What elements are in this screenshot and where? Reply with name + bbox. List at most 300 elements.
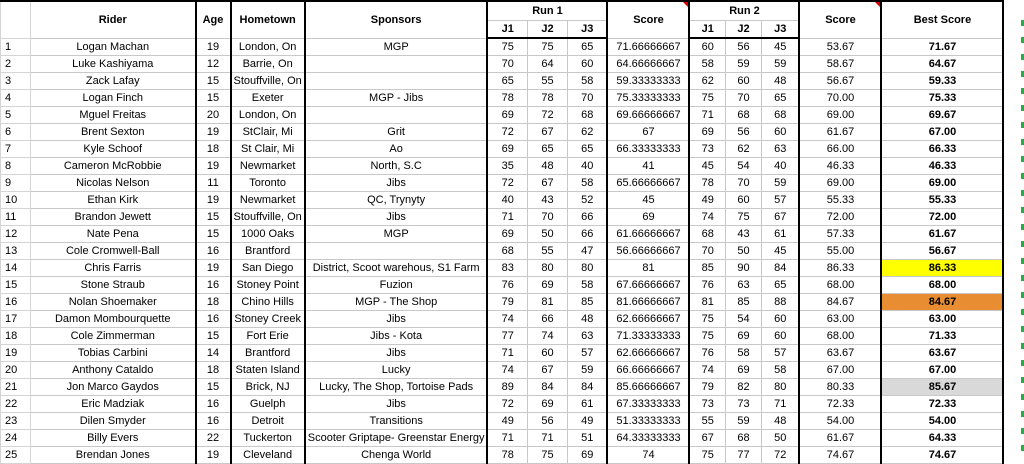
run2-j3-cell[interactable]: 63	[761, 141, 799, 158]
sponsors-cell[interactable]: District, Scoot warehous, S1 Farm	[305, 260, 488, 277]
run1-j3-cell[interactable]: 49	[567, 413, 607, 430]
best-score-cell[interactable]: 72.33	[881, 396, 1003, 413]
run1-j3-cell[interactable]: 85	[567, 294, 607, 311]
run1-score-cell[interactable]: 41	[607, 158, 689, 175]
hometown-cell[interactable]: StClair, Mi	[231, 124, 305, 141]
hometown-cell[interactable]: London, On	[231, 38, 305, 56]
age-cell[interactable]: 19	[196, 260, 231, 277]
run1-j1-cell[interactable]: 72	[487, 396, 527, 413]
run2-j3-cell[interactable]: 40	[761, 158, 799, 175]
run2-j2-cell[interactable]: 90	[725, 260, 761, 277]
hometown-cell[interactable]: 1000 Oaks	[231, 226, 305, 243]
run1-score-cell[interactable]: 45	[607, 192, 689, 209]
run1-j2-cell[interactable]: 43	[527, 192, 567, 209]
run2-j3-cell[interactable]: 65	[761, 277, 799, 294]
run1-j2-cell[interactable]: 75	[527, 38, 567, 56]
run2-score-cell[interactable]: 68.00	[799, 328, 881, 345]
run2-j1-cell[interactable]: 70	[689, 243, 725, 260]
run2-j1-cell[interactable]: 67	[689, 430, 725, 447]
header-sponsors[interactable]: Sponsors	[305, 1, 488, 38]
sponsors-cell[interactable]: Jibs	[305, 396, 488, 413]
rider-cell[interactable]: Kyle Schoof	[31, 141, 196, 158]
header-hometown[interactable]: Hometown	[231, 1, 305, 38]
run2-j2-cell[interactable]: 68	[725, 107, 761, 124]
run2-j1-cell[interactable]: 74	[689, 209, 725, 226]
run2-j1-cell[interactable]: 55	[689, 413, 725, 430]
run1-j3-cell[interactable]: 62	[567, 124, 607, 141]
run2-j1-cell[interactable]: 73	[689, 396, 725, 413]
run2-j1-cell[interactable]: 76	[689, 345, 725, 362]
rider-cell[interactable]: Brent Sexton	[31, 124, 196, 141]
run1-j1-cell[interactable]: 72	[487, 124, 527, 141]
run1-j2-cell[interactable]: 69	[527, 396, 567, 413]
sponsors-cell[interactable]: Jibs - Kota	[305, 328, 488, 345]
run2-j3-cell[interactable]: 80	[761, 379, 799, 396]
run1-j2-cell[interactable]: 69	[527, 277, 567, 294]
header-score-run2[interactable]: Score	[799, 1, 881, 38]
run1-score-cell[interactable]: 71.33333333	[607, 328, 689, 345]
run1-score-cell[interactable]: 64.33333333	[607, 430, 689, 447]
run1-j2-cell[interactable]: 55	[527, 243, 567, 260]
run2-score-cell[interactable]: 74.67	[799, 447, 881, 464]
run2-score-cell[interactable]: 63.00	[799, 311, 881, 328]
best-score-cell[interactable]: 59.33	[881, 73, 1003, 90]
run1-j3-cell[interactable]: 70	[567, 90, 607, 107]
sponsors-cell[interactable]	[305, 73, 488, 90]
age-cell[interactable]: 18	[196, 141, 231, 158]
row-number[interactable]: 18	[1, 328, 31, 345]
run1-j2-cell[interactable]: 78	[527, 90, 567, 107]
age-cell[interactable]: 14	[196, 345, 231, 362]
rider-cell[interactable]: Zack Lafay	[31, 73, 196, 90]
age-cell[interactable]: 16	[196, 413, 231, 430]
hometown-cell[interactable]: Barrie, On	[231, 56, 305, 73]
run2-j3-cell[interactable]: 48	[761, 73, 799, 90]
row-number[interactable]: 1	[1, 38, 31, 56]
run1-score-cell[interactable]: 74	[607, 447, 689, 464]
run2-j2-cell[interactable]: 59	[725, 413, 761, 430]
run1-j2-cell[interactable]: 64	[527, 56, 567, 73]
sponsors-cell[interactable]: Jibs	[305, 311, 488, 328]
best-score-cell[interactable]: 85.67	[881, 379, 1003, 396]
sponsors-cell[interactable]: Ao	[305, 141, 488, 158]
header-run1-j1[interactable]: J1	[487, 21, 527, 39]
run2-score-cell[interactable]: 72.00	[799, 209, 881, 226]
run1-score-cell[interactable]: 62.66666667	[607, 345, 689, 362]
hometown-cell[interactable]: Stoney Point	[231, 277, 305, 294]
row-number[interactable]: 15	[1, 277, 31, 294]
run1-score-cell[interactable]: 71.66666667	[607, 38, 689, 56]
run2-j3-cell[interactable]: 59	[761, 56, 799, 73]
run1-j1-cell[interactable]: 83	[487, 260, 527, 277]
sponsors-cell[interactable]: Chenga World	[305, 447, 488, 464]
rider-cell[interactable]: Cameron McRobbie	[31, 158, 196, 175]
run2-score-cell[interactable]: 69.00	[799, 175, 881, 192]
run2-j2-cell[interactable]: 70	[725, 175, 761, 192]
best-score-cell[interactable]: 67.00	[881, 362, 1003, 379]
age-cell[interactable]: 19	[196, 124, 231, 141]
run1-j2-cell[interactable]: 67	[527, 124, 567, 141]
run1-j2-cell[interactable]: 65	[527, 141, 567, 158]
run1-j1-cell[interactable]: 69	[487, 141, 527, 158]
run2-score-cell[interactable]: 61.67	[799, 430, 881, 447]
row-number[interactable]: 20	[1, 362, 31, 379]
sponsors-cell[interactable]: Fuzion	[305, 277, 488, 294]
run1-j2-cell[interactable]: 67	[527, 175, 567, 192]
row-number[interactable]: 7	[1, 141, 31, 158]
run1-j1-cell[interactable]: 79	[487, 294, 527, 311]
run2-j2-cell[interactable]: 59	[725, 56, 761, 73]
row-number[interactable]: 23	[1, 413, 31, 430]
run1-j3-cell[interactable]: 60	[567, 56, 607, 73]
age-cell[interactable]: 11	[196, 175, 231, 192]
run1-score-cell[interactable]: 66.33333333	[607, 141, 689, 158]
run1-j2-cell[interactable]: 55	[527, 73, 567, 90]
run1-score-cell[interactable]: 59.33333333	[607, 73, 689, 90]
hometown-cell[interactable]: Chino Hills	[231, 294, 305, 311]
age-cell[interactable]: 19	[196, 192, 231, 209]
row-number[interactable]: 6	[1, 124, 31, 141]
run1-j1-cell[interactable]: 74	[487, 311, 527, 328]
row-number[interactable]: 10	[1, 192, 31, 209]
run1-score-cell[interactable]: 66.66666667	[607, 362, 689, 379]
run1-j3-cell[interactable]: 66	[567, 226, 607, 243]
hometown-cell[interactable]: Stouffville, On	[231, 209, 305, 226]
run1-j1-cell[interactable]: 77	[487, 328, 527, 345]
run1-j1-cell[interactable]: 72	[487, 175, 527, 192]
rider-cell[interactable]: Cole Cromwell-Ball	[31, 243, 196, 260]
sponsors-cell[interactable]: QC, Trynyty	[305, 192, 488, 209]
rider-cell[interactable]: Billy Evers	[31, 430, 196, 447]
hometown-cell[interactable]: Brantford	[231, 345, 305, 362]
run2-j1-cell[interactable]: 73	[689, 141, 725, 158]
header-rider[interactable]: Rider	[31, 1, 196, 38]
run1-j3-cell[interactable]: 52	[567, 192, 607, 209]
run1-j3-cell[interactable]: 59	[567, 362, 607, 379]
run2-j1-cell[interactable]: 78	[689, 175, 725, 192]
run1-score-cell[interactable]: 69	[607, 209, 689, 226]
run1-j3-cell[interactable]: 84	[567, 379, 607, 396]
age-cell[interactable]: 16	[196, 243, 231, 260]
hometown-cell[interactable]: Newmarket	[231, 192, 305, 209]
run1-j2-cell[interactable]: 75	[527, 447, 567, 464]
best-score-cell[interactable]: 46.33	[881, 158, 1003, 175]
run2-score-cell[interactable]: 69.00	[799, 107, 881, 124]
age-cell[interactable]: 16	[196, 396, 231, 413]
rider-cell[interactable]: Brendan Jones	[31, 447, 196, 464]
rider-cell[interactable]: Luke Kashiyama	[31, 56, 196, 73]
rider-cell[interactable]: Mguel Freitas	[31, 107, 196, 124]
run1-j3-cell[interactable]: 65	[567, 38, 607, 56]
run2-j3-cell[interactable]: 50	[761, 430, 799, 447]
run1-j3-cell[interactable]: 69	[567, 447, 607, 464]
run1-j1-cell[interactable]: 70	[487, 56, 527, 73]
row-number[interactable]: 16	[1, 294, 31, 311]
run2-score-cell[interactable]: 84.67	[799, 294, 881, 311]
run2-score-cell[interactable]: 58.67	[799, 56, 881, 73]
run2-j1-cell[interactable]: 74	[689, 362, 725, 379]
run2-j1-cell[interactable]: 81	[689, 294, 725, 311]
header-run2-j3[interactable]: J3	[761, 21, 799, 39]
run2-score-cell[interactable]: 68.00	[799, 277, 881, 294]
run2-j1-cell[interactable]: 85	[689, 260, 725, 277]
run1-j3-cell[interactable]: 40	[567, 158, 607, 175]
hometown-cell[interactable]: San Diego	[231, 260, 305, 277]
run2-score-cell[interactable]: 67.00	[799, 362, 881, 379]
best-score-cell[interactable]: 74.67	[881, 447, 1003, 464]
run2-j2-cell[interactable]: 73	[725, 396, 761, 413]
run1-j3-cell[interactable]: 47	[567, 243, 607, 260]
header-score-run1[interactable]: Score	[607, 1, 689, 38]
row-number[interactable]: 8	[1, 158, 31, 175]
run1-j1-cell[interactable]: 40	[487, 192, 527, 209]
run1-j1-cell[interactable]: 89	[487, 379, 527, 396]
best-score-cell[interactable]: 63.67	[881, 345, 1003, 362]
run1-j3-cell[interactable]: 58	[567, 73, 607, 90]
run2-score-cell[interactable]: 46.33	[799, 158, 881, 175]
run2-j1-cell[interactable]: 75	[689, 90, 725, 107]
best-score-cell[interactable]: 63.00	[881, 311, 1003, 328]
age-cell[interactable]: 15	[196, 226, 231, 243]
run2-j3-cell[interactable]: 60	[761, 328, 799, 345]
run1-j1-cell[interactable]: 71	[487, 209, 527, 226]
age-cell[interactable]: 15	[196, 328, 231, 345]
rider-cell[interactable]: Stone Straub	[31, 277, 196, 294]
run2-j2-cell[interactable]: 60	[725, 73, 761, 90]
run2-j2-cell[interactable]: 50	[725, 243, 761, 260]
run2-j2-cell[interactable]: 56	[725, 124, 761, 141]
header-run2[interactable]: Run 2	[689, 1, 799, 21]
rider-cell[interactable]: Jon Marco Gaydos	[31, 379, 196, 396]
run2-score-cell[interactable]: 72.33	[799, 396, 881, 413]
row-number[interactable]: 25	[1, 447, 31, 464]
run1-j1-cell[interactable]: 68	[487, 243, 527, 260]
run1-score-cell[interactable]: 51.33333333	[607, 413, 689, 430]
run2-j1-cell[interactable]: 45	[689, 158, 725, 175]
header-run1-j3[interactable]: J3	[567, 21, 607, 39]
run2-j2-cell[interactable]: 77	[725, 447, 761, 464]
best-score-cell[interactable]: 55.33	[881, 192, 1003, 209]
age-cell[interactable]: 16	[196, 277, 231, 294]
hometown-cell[interactable]: Exeter	[231, 90, 305, 107]
row-number[interactable]: 24	[1, 430, 31, 447]
best-score-cell[interactable]: 71.67	[881, 38, 1003, 56]
row-number[interactable]: 17	[1, 311, 31, 328]
run2-j3-cell[interactable]: 65	[761, 90, 799, 107]
run2-j3-cell[interactable]: 71	[761, 396, 799, 413]
hometown-cell[interactable]: Newmarket	[231, 158, 305, 175]
row-number[interactable]: 2	[1, 56, 31, 73]
run1-j3-cell[interactable]: 65	[567, 141, 607, 158]
hometown-cell[interactable]: Brick, NJ	[231, 379, 305, 396]
best-score-cell[interactable]: 67.00	[881, 124, 1003, 141]
age-cell[interactable]: 20	[196, 107, 231, 124]
sponsors-cell[interactable]: Grit	[305, 124, 488, 141]
run2-j3-cell[interactable]: 57	[761, 192, 799, 209]
age-cell[interactable]: 15	[196, 209, 231, 226]
run2-j2-cell[interactable]: 43	[725, 226, 761, 243]
best-score-cell[interactable]: 72.00	[881, 209, 1003, 226]
run2-j3-cell[interactable]: 61	[761, 226, 799, 243]
run2-score-cell[interactable]: 61.67	[799, 124, 881, 141]
sponsors-cell[interactable]: Jibs	[305, 209, 488, 226]
run2-j2-cell[interactable]: 58	[725, 345, 761, 362]
run2-score-cell[interactable]: 70.00	[799, 90, 881, 107]
run1-j2-cell[interactable]: 84	[527, 379, 567, 396]
run2-j3-cell[interactable]: 45	[761, 38, 799, 56]
run2-j3-cell[interactable]: 59	[761, 175, 799, 192]
run1-j2-cell[interactable]: 72	[527, 107, 567, 124]
header-run1[interactable]: Run 1	[487, 1, 607, 21]
run2-j2-cell[interactable]: 75	[725, 209, 761, 226]
run2-score-cell[interactable]: 56.67	[799, 73, 881, 90]
run1-score-cell[interactable]: 56.66666667	[607, 243, 689, 260]
rider-cell[interactable]: Damon Mombourquette	[31, 311, 196, 328]
run2-j3-cell[interactable]: 68	[761, 107, 799, 124]
rider-cell[interactable]: Nate Pena	[31, 226, 196, 243]
run2-score-cell[interactable]: 80.33	[799, 379, 881, 396]
rider-cell[interactable]: Ethan Kirk	[31, 192, 196, 209]
run2-j1-cell[interactable]: 68	[689, 226, 725, 243]
sponsors-cell[interactable]	[305, 243, 488, 260]
hometown-cell[interactable]: Cleveland	[231, 447, 305, 464]
hometown-cell[interactable]: Toronto	[231, 175, 305, 192]
run2-j2-cell[interactable]: 70	[725, 90, 761, 107]
run1-j2-cell[interactable]: 80	[527, 260, 567, 277]
run1-score-cell[interactable]: 64.66666667	[607, 56, 689, 73]
run1-j1-cell[interactable]: 75	[487, 38, 527, 56]
best-score-cell[interactable]: 64.33	[881, 430, 1003, 447]
run1-j3-cell[interactable]: 68	[567, 107, 607, 124]
best-score-cell[interactable]: 71.33	[881, 328, 1003, 345]
rider-cell[interactable]: Eric Madziak	[31, 396, 196, 413]
run1-j2-cell[interactable]: 81	[527, 294, 567, 311]
hometown-cell[interactable]: St Clair, Mi	[231, 141, 305, 158]
hometown-cell[interactable]: Tuckerton	[231, 430, 305, 447]
rider-cell[interactable]: Tobias Carbini	[31, 345, 196, 362]
run2-j2-cell[interactable]: 56	[725, 38, 761, 56]
hometown-cell[interactable]: Detroit	[231, 413, 305, 430]
run2-j3-cell[interactable]: 48	[761, 413, 799, 430]
row-number[interactable]: 12	[1, 226, 31, 243]
run1-j1-cell[interactable]: 71	[487, 345, 527, 362]
run1-j3-cell[interactable]: 48	[567, 311, 607, 328]
sponsors-cell[interactable]: Jibs	[305, 345, 488, 362]
sponsors-cell[interactable]	[305, 107, 488, 124]
run1-j1-cell[interactable]: 69	[487, 226, 527, 243]
hometown-cell[interactable]: Staten Island	[231, 362, 305, 379]
run2-j1-cell[interactable]: 49	[689, 192, 725, 209]
run1-score-cell[interactable]: 81	[607, 260, 689, 277]
rider-cell[interactable]: Nolan Shoemaker	[31, 294, 196, 311]
run2-j3-cell[interactable]: 72	[761, 447, 799, 464]
run1-j3-cell[interactable]: 58	[567, 175, 607, 192]
sponsors-cell[interactable]: Lucky	[305, 362, 488, 379]
run2-j3-cell[interactable]: 45	[761, 243, 799, 260]
run1-j3-cell[interactable]: 61	[567, 396, 607, 413]
rider-cell[interactable]: Brandon Jewett	[31, 209, 196, 226]
row-number[interactable]: 19	[1, 345, 31, 362]
corner-cell[interactable]	[1, 1, 31, 38]
run2-score-cell[interactable]: 54.00	[799, 413, 881, 430]
age-cell[interactable]: 15	[196, 379, 231, 396]
run1-j1-cell[interactable]: 65	[487, 73, 527, 90]
run1-j1-cell[interactable]: 78	[487, 447, 527, 464]
run1-j1-cell[interactable]: 74	[487, 362, 527, 379]
row-number[interactable]: 3	[1, 73, 31, 90]
age-cell[interactable]: 18	[196, 294, 231, 311]
run2-j2-cell[interactable]: 68	[725, 430, 761, 447]
rider-cell[interactable]: Chris Farris	[31, 260, 196, 277]
rider-cell[interactable]: Dilen Smyder	[31, 413, 196, 430]
rider-cell[interactable]: Nicolas Nelson	[31, 175, 196, 192]
best-score-cell[interactable]: 56.67	[881, 243, 1003, 260]
run1-j3-cell[interactable]: 80	[567, 260, 607, 277]
age-cell[interactable]: 16	[196, 311, 231, 328]
run2-j2-cell[interactable]: 69	[725, 362, 761, 379]
run1-score-cell[interactable]: 75.33333333	[607, 90, 689, 107]
sponsors-cell[interactable]: MGP	[305, 38, 488, 56]
run1-j2-cell[interactable]: 67	[527, 362, 567, 379]
run1-j3-cell[interactable]: 58	[567, 277, 607, 294]
sponsors-cell[interactable]: Transitions	[305, 413, 488, 430]
run2-j1-cell[interactable]: 75	[689, 328, 725, 345]
row-number[interactable]: 13	[1, 243, 31, 260]
run1-j1-cell[interactable]: 71	[487, 430, 527, 447]
age-cell[interactable]: 15	[196, 73, 231, 90]
row-number[interactable]: 22	[1, 396, 31, 413]
best-score-cell[interactable]: 61.67	[881, 226, 1003, 243]
run2-score-cell[interactable]: 57.33	[799, 226, 881, 243]
row-number[interactable]: 5	[1, 107, 31, 124]
run2-j2-cell[interactable]: 85	[725, 294, 761, 311]
run1-j3-cell[interactable]: 63	[567, 328, 607, 345]
run2-j3-cell[interactable]: 88	[761, 294, 799, 311]
age-cell[interactable]: 19	[196, 447, 231, 464]
run2-j3-cell[interactable]: 57	[761, 345, 799, 362]
run1-score-cell[interactable]: 85.66666667	[607, 379, 689, 396]
age-cell[interactable]: 18	[196, 362, 231, 379]
run1-score-cell[interactable]: 67.33333333	[607, 396, 689, 413]
run1-j1-cell[interactable]: 78	[487, 90, 527, 107]
best-score-cell[interactable]: 86.33	[881, 260, 1003, 277]
run2-j2-cell[interactable]: 63	[725, 277, 761, 294]
hometown-cell[interactable]: Stouffville, On	[231, 73, 305, 90]
run2-j1-cell[interactable]: 62	[689, 73, 725, 90]
run1-j2-cell[interactable]: 56	[527, 413, 567, 430]
run1-j2-cell[interactable]: 70	[527, 209, 567, 226]
rider-cell[interactable]: Anthony Cataldo	[31, 362, 196, 379]
sponsors-cell[interactable]: Lucky, The Shop, Tortoise Pads	[305, 379, 488, 396]
hometown-cell[interactable]: Stoney Creek	[231, 311, 305, 328]
best-score-cell[interactable]: 68.00	[881, 277, 1003, 294]
rider-cell[interactable]: Logan Machan	[31, 38, 196, 56]
run1-j2-cell[interactable]: 50	[527, 226, 567, 243]
run2-j3-cell[interactable]: 60	[761, 124, 799, 141]
sponsors-cell[interactable]: Jibs	[305, 175, 488, 192]
hometown-cell[interactable]: Brantford	[231, 243, 305, 260]
age-cell[interactable]: 19	[196, 158, 231, 175]
hometown-cell[interactable]: London, On	[231, 107, 305, 124]
run2-j1-cell[interactable]: 69	[689, 124, 725, 141]
run2-j1-cell[interactable]: 60	[689, 38, 725, 56]
run2-j1-cell[interactable]: 71	[689, 107, 725, 124]
best-score-cell[interactable]: 75.33	[881, 90, 1003, 107]
best-score-cell[interactable]: 64.67	[881, 56, 1003, 73]
run1-j3-cell[interactable]: 57	[567, 345, 607, 362]
header-best-score[interactable]: Best Score	[881, 1, 1003, 38]
sponsors-cell[interactable]: Scooter Griptape- Greenstar Energy	[305, 430, 488, 447]
